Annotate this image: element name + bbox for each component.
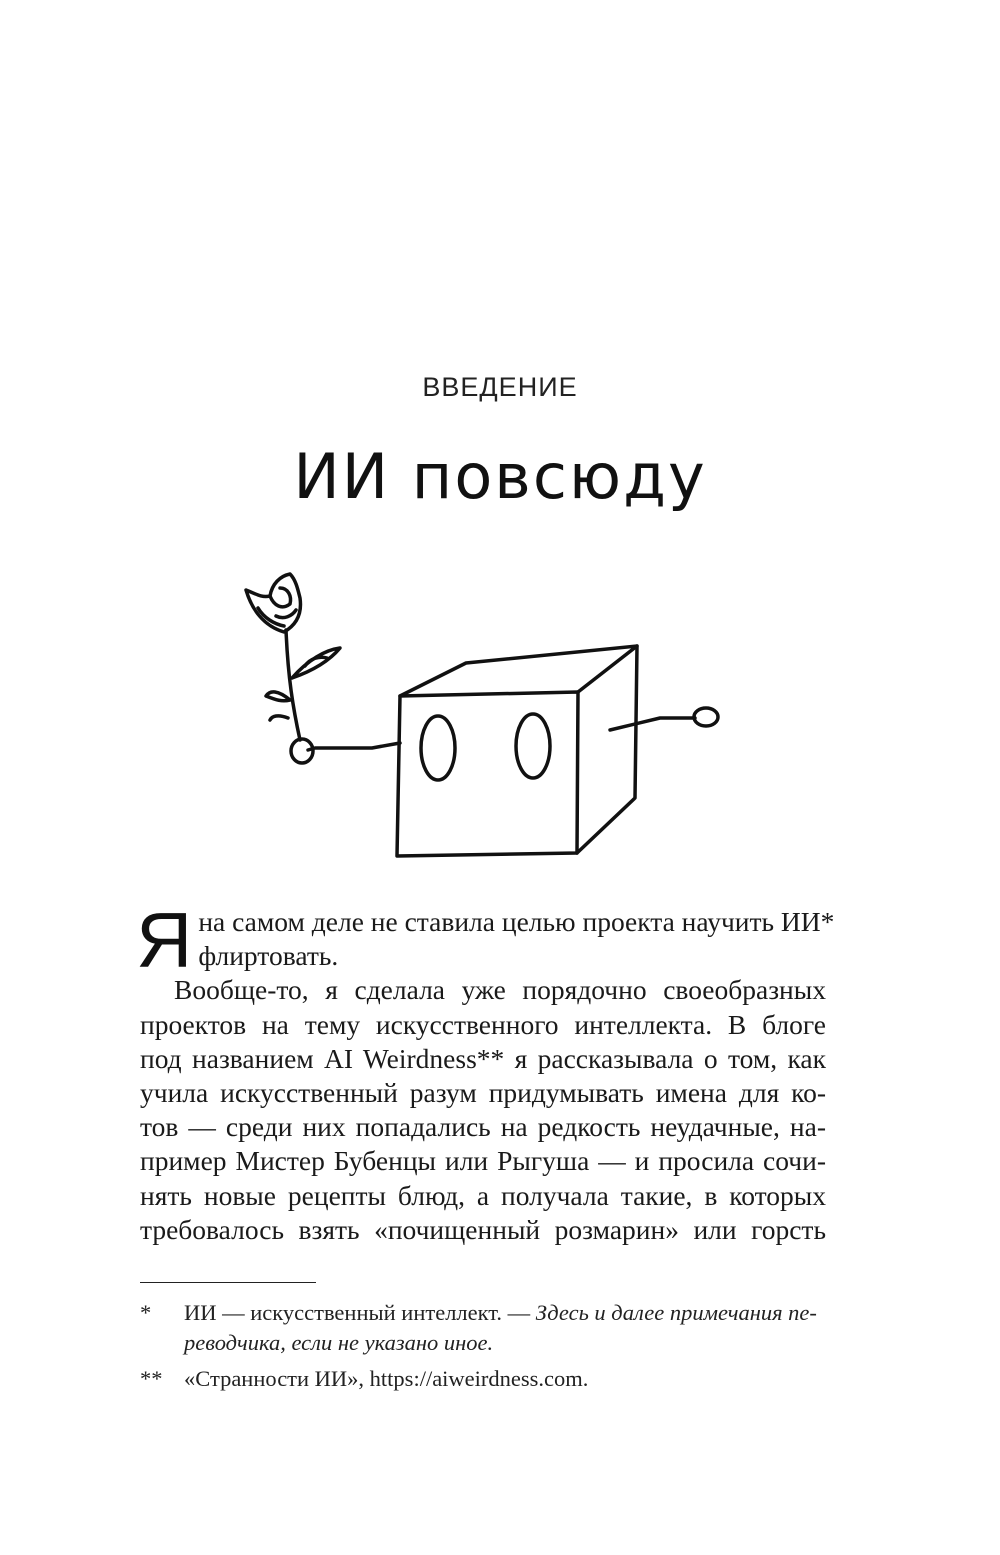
robot-rose-illustration bbox=[230, 568, 730, 868]
right-arm bbox=[610, 718, 695, 730]
rose-leaf-left bbox=[266, 692, 290, 701]
footnote-1 bbox=[140, 1298, 830, 1358]
left-eye bbox=[421, 716, 455, 780]
cube-top-face bbox=[400, 646, 637, 696]
second-paragraph bbox=[140, 973, 826, 1247]
text-line: проектов на тему искусственного интеллекта. В блоге bbox=[140, 1008, 826, 1040]
drop-cap: Я bbox=[136, 896, 193, 984]
footnote-italic-cont: реводчика, если не указано иное. bbox=[184, 1330, 494, 1355]
first-paragraph bbox=[136, 896, 835, 984]
left-arm bbox=[308, 743, 400, 750]
section-label: ВВЕДЕНИЕ bbox=[422, 372, 578, 402]
right-eye bbox=[516, 714, 550, 778]
footnote-mark: * bbox=[140, 1300, 152, 1325]
text-line: требовалось взять «почищенный розмарин» или горсть bbox=[140, 1213, 826, 1245]
footnote-italic: Здесь и далее примечания пе- bbox=[535, 1300, 817, 1325]
footnote-text: ИИ — искусственный интеллект. — bbox=[184, 1300, 536, 1325]
footnote-text: «Странности ИИ», https://aiweirdness.com. bbox=[184, 1366, 589, 1391]
rose-leaf-right bbox=[292, 648, 340, 678]
text-line: флиртовать. bbox=[198, 940, 339, 972]
rose-stem bbox=[286, 630, 300, 740]
text-line: нять новые рецепты блюд, а получала такие, в которых bbox=[140, 1179, 826, 1211]
text-line: пример Мистер Бубенцы или Рыгуша — и просила сочи- bbox=[140, 1145, 826, 1177]
text-line: под названием AI Weirdness** я рассказывала о том, как bbox=[140, 1042, 826, 1074]
text-line: на самом деле не ставила целью проекта научить ИИ* bbox=[198, 906, 835, 937]
footnote-2 bbox=[140, 1364, 830, 1394]
right-hand bbox=[694, 708, 718, 726]
footnote-divider bbox=[140, 1282, 316, 1283]
body-text bbox=[136, 896, 835, 1247]
text-line: учила искусственный разум придумывать имена для ко- bbox=[140, 1077, 826, 1109]
footnotes bbox=[140, 1298, 830, 1400]
cube-side-face bbox=[577, 646, 637, 853]
footnote-mark: ** bbox=[140, 1366, 163, 1391]
chapter-title: ИИ повсюду bbox=[293, 440, 707, 513]
text-line: тов — среди них попадались на редкость неудачные, на- bbox=[140, 1111, 826, 1143]
cube-front-face bbox=[397, 692, 578, 856]
text-line: Вообще-то, я сделала уже порядочно своеобразных bbox=[174, 974, 826, 1006]
